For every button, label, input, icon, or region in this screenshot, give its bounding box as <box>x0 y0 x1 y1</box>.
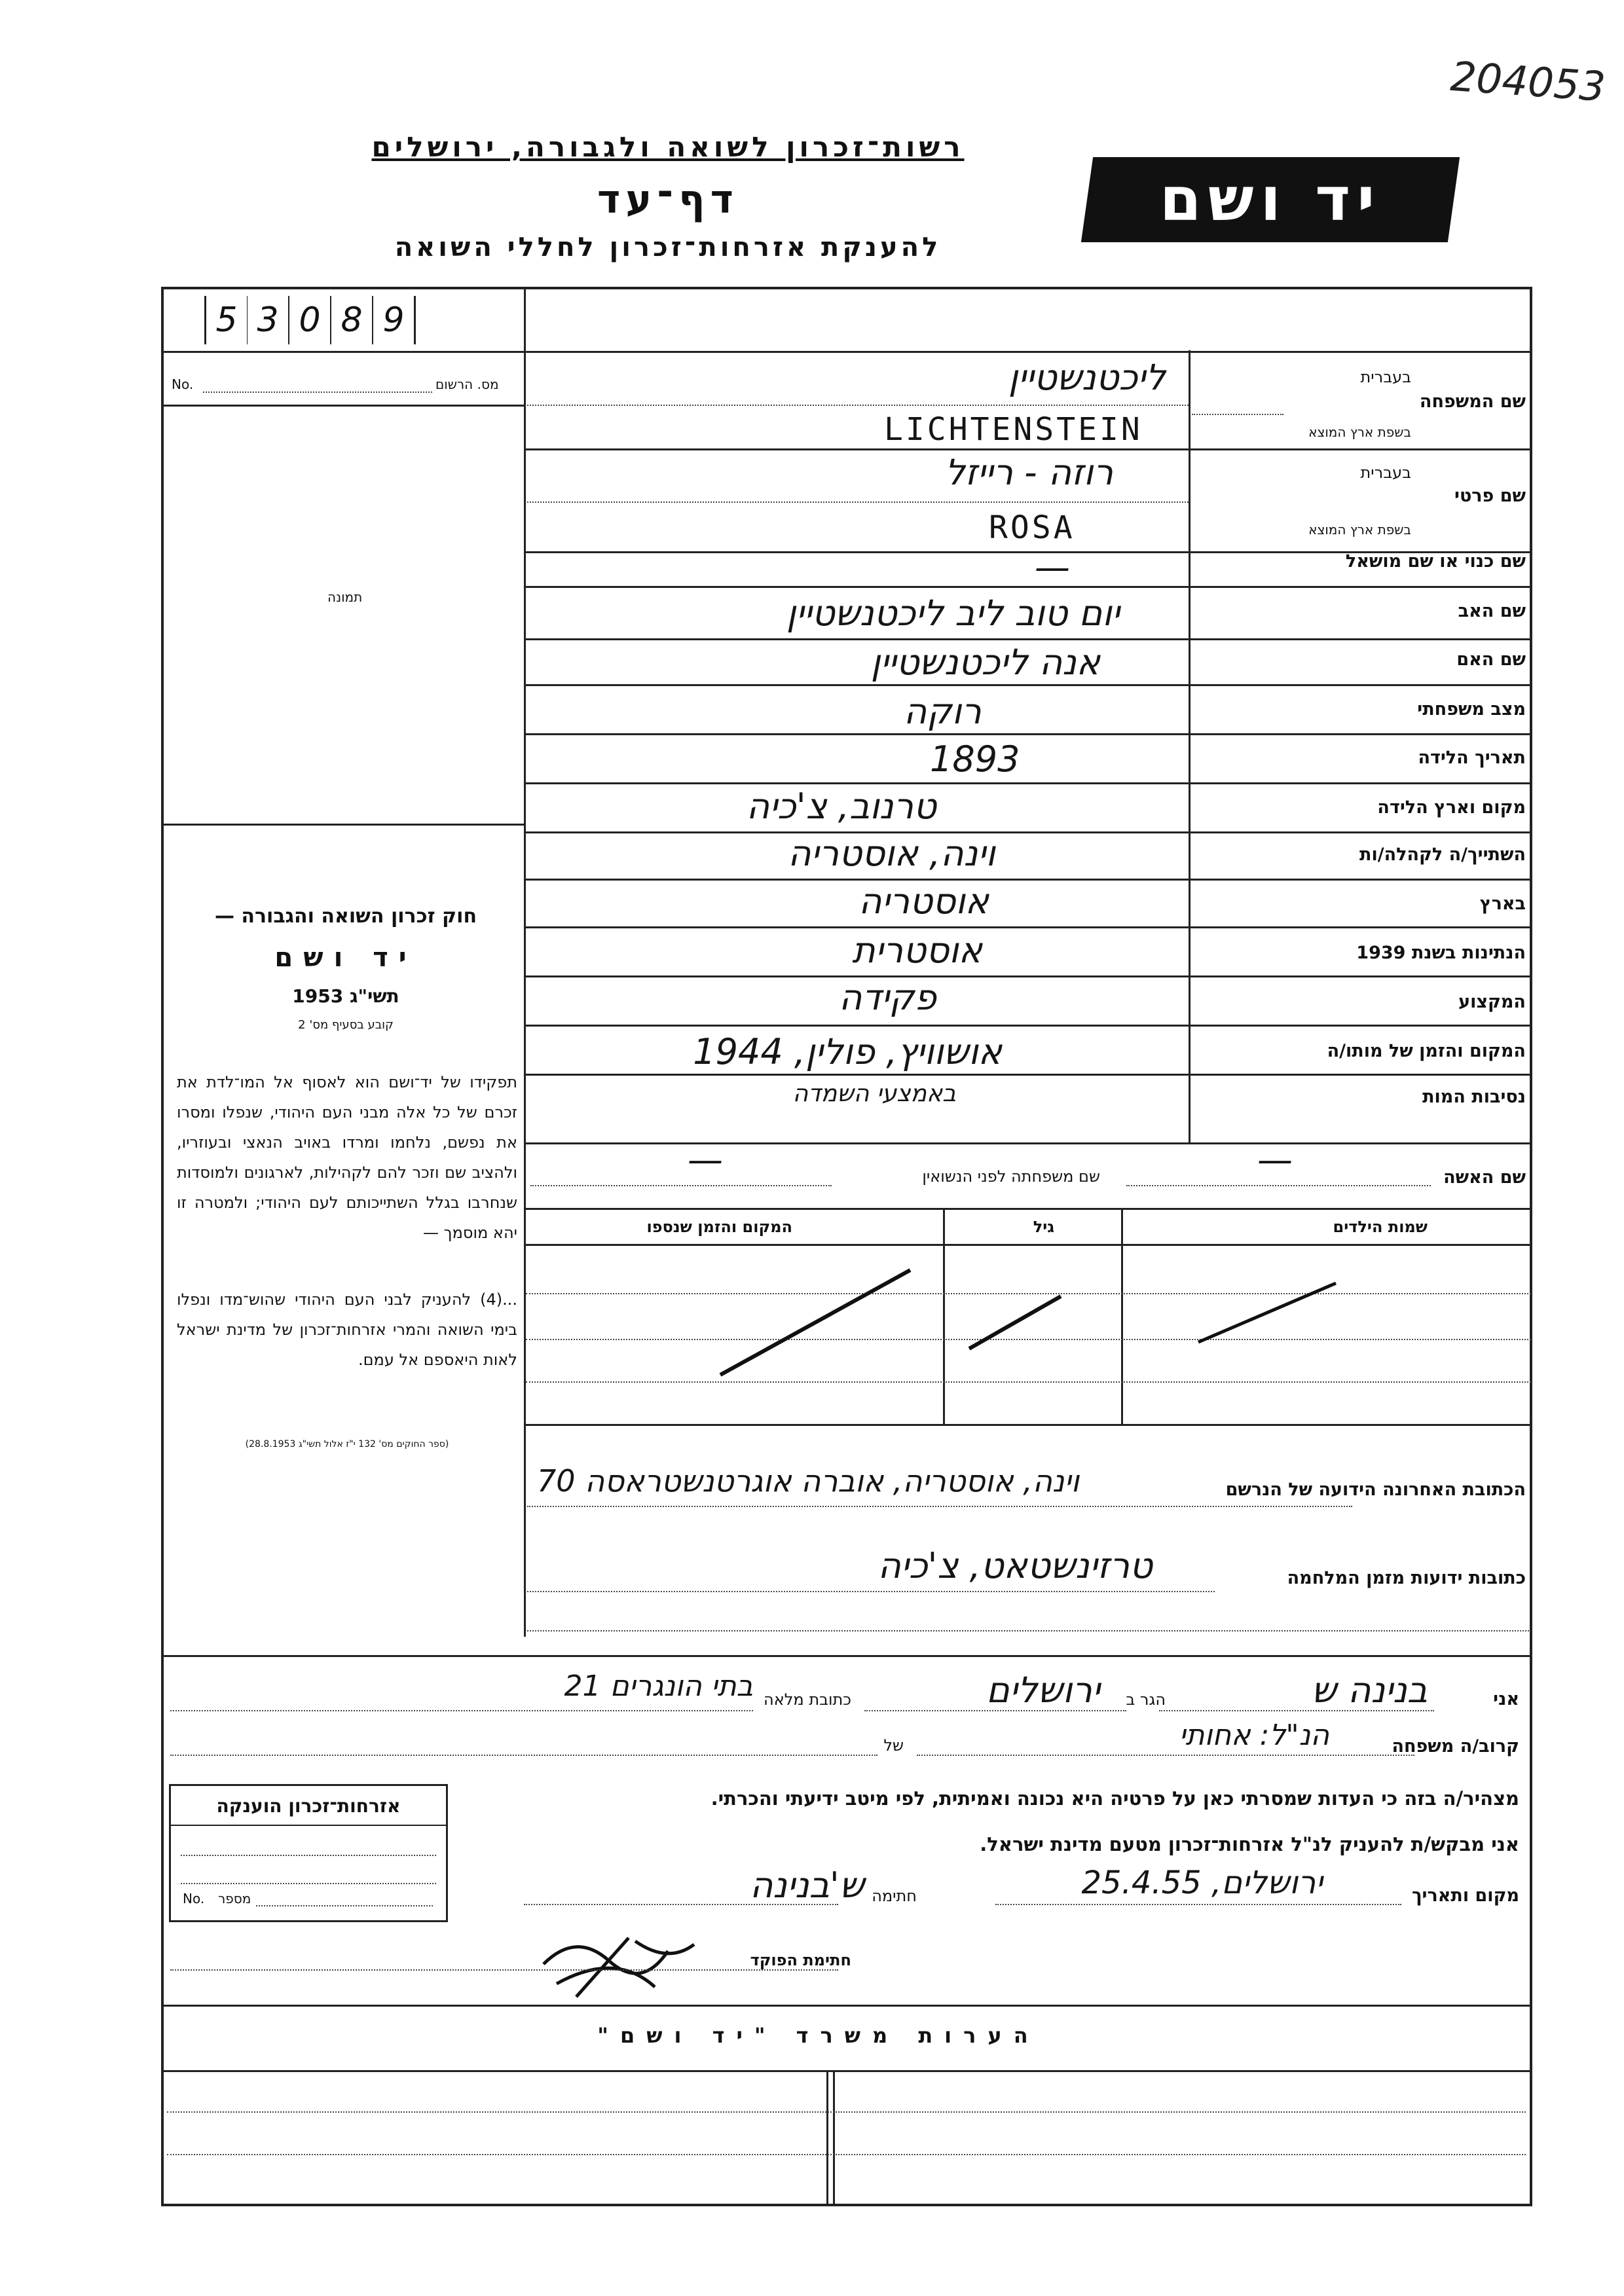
community-label: השתייך/ה לקהלה/ות <box>1359 845 1526 865</box>
first-name-origin-label: בשפת ארץ המוצא <box>1308 522 1411 538</box>
reg-digit: 0 <box>289 296 331 344</box>
marital-status-entry: רוקה <box>904 691 982 732</box>
last-address-entry: וינה, אוסטריה, אוברה אוגרטנשטראסה 70 <box>537 1463 1080 1499</box>
reg-digit: 5 <box>204 296 248 344</box>
first-name-hebrew-label: בעברית <box>1360 464 1411 482</box>
office-notes-title: הערות משרד "יד ושם" <box>597 2023 1040 2048</box>
surname-hebrew-label: בעברית <box>1360 368 1411 386</box>
death-place-time-entry: אושוויץ, פולין, 1944 <box>693 1031 1002 1072</box>
birth-place-entry: טרנוב, צ'כיה <box>746 786 936 827</box>
maiden-name-label: שם משפחתה לפני הנשואין <box>922 1167 1100 1186</box>
form-title: דף־עד <box>597 177 739 223</box>
resides-label: הגר ב <box>1126 1690 1166 1709</box>
profession-entry: פקידה <box>839 977 936 1018</box>
father-entry: יום טוב ליב ליכטנשטיין <box>786 592 1120 634</box>
law-name: יד ושם <box>274 943 417 973</box>
declarant-city: ירושלים <box>986 1669 1100 1711</box>
nickname-entry: — <box>1035 547 1070 588</box>
declarant-name: בנינה ש <box>1311 1669 1428 1711</box>
death-place-time-label: המקום והזמן של מותו/ה <box>1327 1041 1526 1061</box>
mother-label: שם האם <box>1456 649 1526 670</box>
place-date-entry: ירושלים, 25.4.55 <box>1081 1865 1323 1901</box>
citizenship-1939-label: הנתינות בשנת 1939 <box>1356 943 1526 963</box>
wartime-address-label: כתובות ידועות מזמן המלחמה <box>1287 1568 1526 1588</box>
request-text: אני מבקש/ת להעניק לנ"ל אזרחות־זכרון מטעם מדינת ישראל. <box>980 1833 1519 1855</box>
birth-place-label: מקום וארץ הלידה <box>1377 797 1526 818</box>
children-death-header: המקום והזמן שנספו <box>646 1218 792 1236</box>
citizenship-granted-box <box>169 1784 448 1922</box>
wife-label: שם האשה <box>1443 1167 1526 1188</box>
reg-label-en: No. <box>172 376 194 392</box>
reg-digit: 8 <box>331 296 373 344</box>
logo-text: יד ושם <box>1159 164 1382 234</box>
nickname-label: שם כנוי או שם מושאל <box>1345 551 1526 572</box>
place-date-label: מקום ותאריך <box>1411 1886 1519 1906</box>
reg-digit: 9 <box>373 296 416 344</box>
form-subtitle: להענקת אזרחות־זכרון לחללי השואה <box>394 232 942 263</box>
authority-title: רשות־זכרון לשואה ולגבורה, ירושלים <box>371 131 965 163</box>
reg-label-he: מס. הרשום <box>435 376 499 392</box>
citizenship-box-number-en: No. <box>183 1891 205 1906</box>
surname-origin-entry: LICHTENSTEIN <box>884 411 1143 448</box>
corner-number: 204053 <box>1449 52 1607 111</box>
birth-date-label: תאריך הלידה <box>1418 748 1526 768</box>
death-circumstances-entry: באמצעי השמדה <box>792 1080 956 1107</box>
children-age-header: גיל <box>1033 1218 1054 1236</box>
citizenship-box-title: אזרחות־זכרון הוענקה <box>171 1786 446 1826</box>
first-name-origin-entry: ROSA <box>989 509 1075 546</box>
mother-entry: אנה ליכטנשטיין <box>870 642 1100 683</box>
signature-label: חתימה <box>872 1887 917 1905</box>
first-name-hebrew-entry: רוזה - רייזל <box>944 452 1113 493</box>
community-entry: וינה, אוסטריה <box>788 833 995 874</box>
reg-digit: 3 <box>248 296 289 344</box>
citizenship-1939-entry: אוסטרית <box>852 930 982 971</box>
death-circumstances-label: נסיבות המות <box>1422 1087 1526 1107</box>
surname-hebrew-entry: ליכטנשטיין <box>1008 357 1166 398</box>
law-year: תשי"ג 1953 <box>292 985 399 1007</box>
last-address-label: הכתובת האחרונה הידועה של הנרשם <box>1225 1480 1526 1500</box>
relative-label: קרוב/ה משפחה <box>1392 1736 1519 1757</box>
country-entry: אוסטריה <box>858 881 989 922</box>
birth-date-entry: 1893 <box>930 738 1020 780</box>
wife-entry: — <box>1257 1139 1293 1180</box>
official-signature-scribble <box>537 1925 707 2010</box>
declarant-address: בתי הונגרים 21 <box>564 1669 753 1703</box>
declarant-signature: ש'בנינה <box>750 1865 864 1906</box>
full-address-label: כתובת מלאה <box>764 1690 851 1709</box>
photo-label: תמונה <box>327 589 363 605</box>
profession-label: המקצוע <box>1458 992 1526 1012</box>
declarant-i-label: אני <box>1493 1689 1519 1709</box>
surname-origin-label: בשפת ארץ המוצא <box>1308 424 1411 440</box>
father-label: שם האב <box>1458 601 1526 621</box>
law-title: חוק זכרון השואה והגבורה — <box>214 905 477 928</box>
declarant-relation: הנ"ל: אחותי <box>1179 1719 1329 1752</box>
law-clause: קובע בסעיף מס' 2 <box>298 1018 394 1032</box>
country-label: בארץ <box>1479 894 1526 914</box>
declaration-text: מצהיר/ה בזה כי העדות שמסרתי כאן על פרטיה היא נכונה ואמיתית, לפי מיטב ידיעתי והכרתי. <box>710 1787 1519 1810</box>
law-body: תפקידו של יד־ושם הוא לאסוף אל המו־לדת את זכרם של כל אלה מבני העם היהודי, שנפלו ומסרו את נפשם, נלחמו ומרדו באויב הנאצי ובעוזריו, ולהציב שם וזכר להם לקהילות, לארגונים ולמוסדות שנחרבו בגלל השתייכותם לעם היהודי; ולמטרה זו יהא מוסמך — <box>177 1073 517 1242</box>
of-label: של <box>883 1736 904 1755</box>
law-citation: (ספר החוקים מס' 132 י"ז אלול תשי"ג 28.8.1953) <box>245 1439 449 1449</box>
wartime-address-entry: טרזינשטאט, צ'כיה <box>877 1545 1153 1586</box>
official-signature-label: חתימת הפוקד <box>750 1951 851 1969</box>
marital-status-label: מצב משפחתי <box>1417 699 1526 720</box>
law-clause-4: ...(4) להעניק לבני העם היהודי שהוש־מדו ונפלו בימי השואה והמרי אזרחות־זכרון של מדינת ישראל לאות היאספם אל עמם. <box>177 1290 517 1369</box>
maiden-name-entry: — <box>688 1139 723 1180</box>
children-names-header: שמות הילדים <box>1333 1218 1428 1236</box>
surname-label: שם המשפחה <box>1419 392 1526 412</box>
first-name-label: שם פרטי <box>1454 486 1526 506</box>
citizenship-box-number-label: מספר <box>218 1891 251 1906</box>
